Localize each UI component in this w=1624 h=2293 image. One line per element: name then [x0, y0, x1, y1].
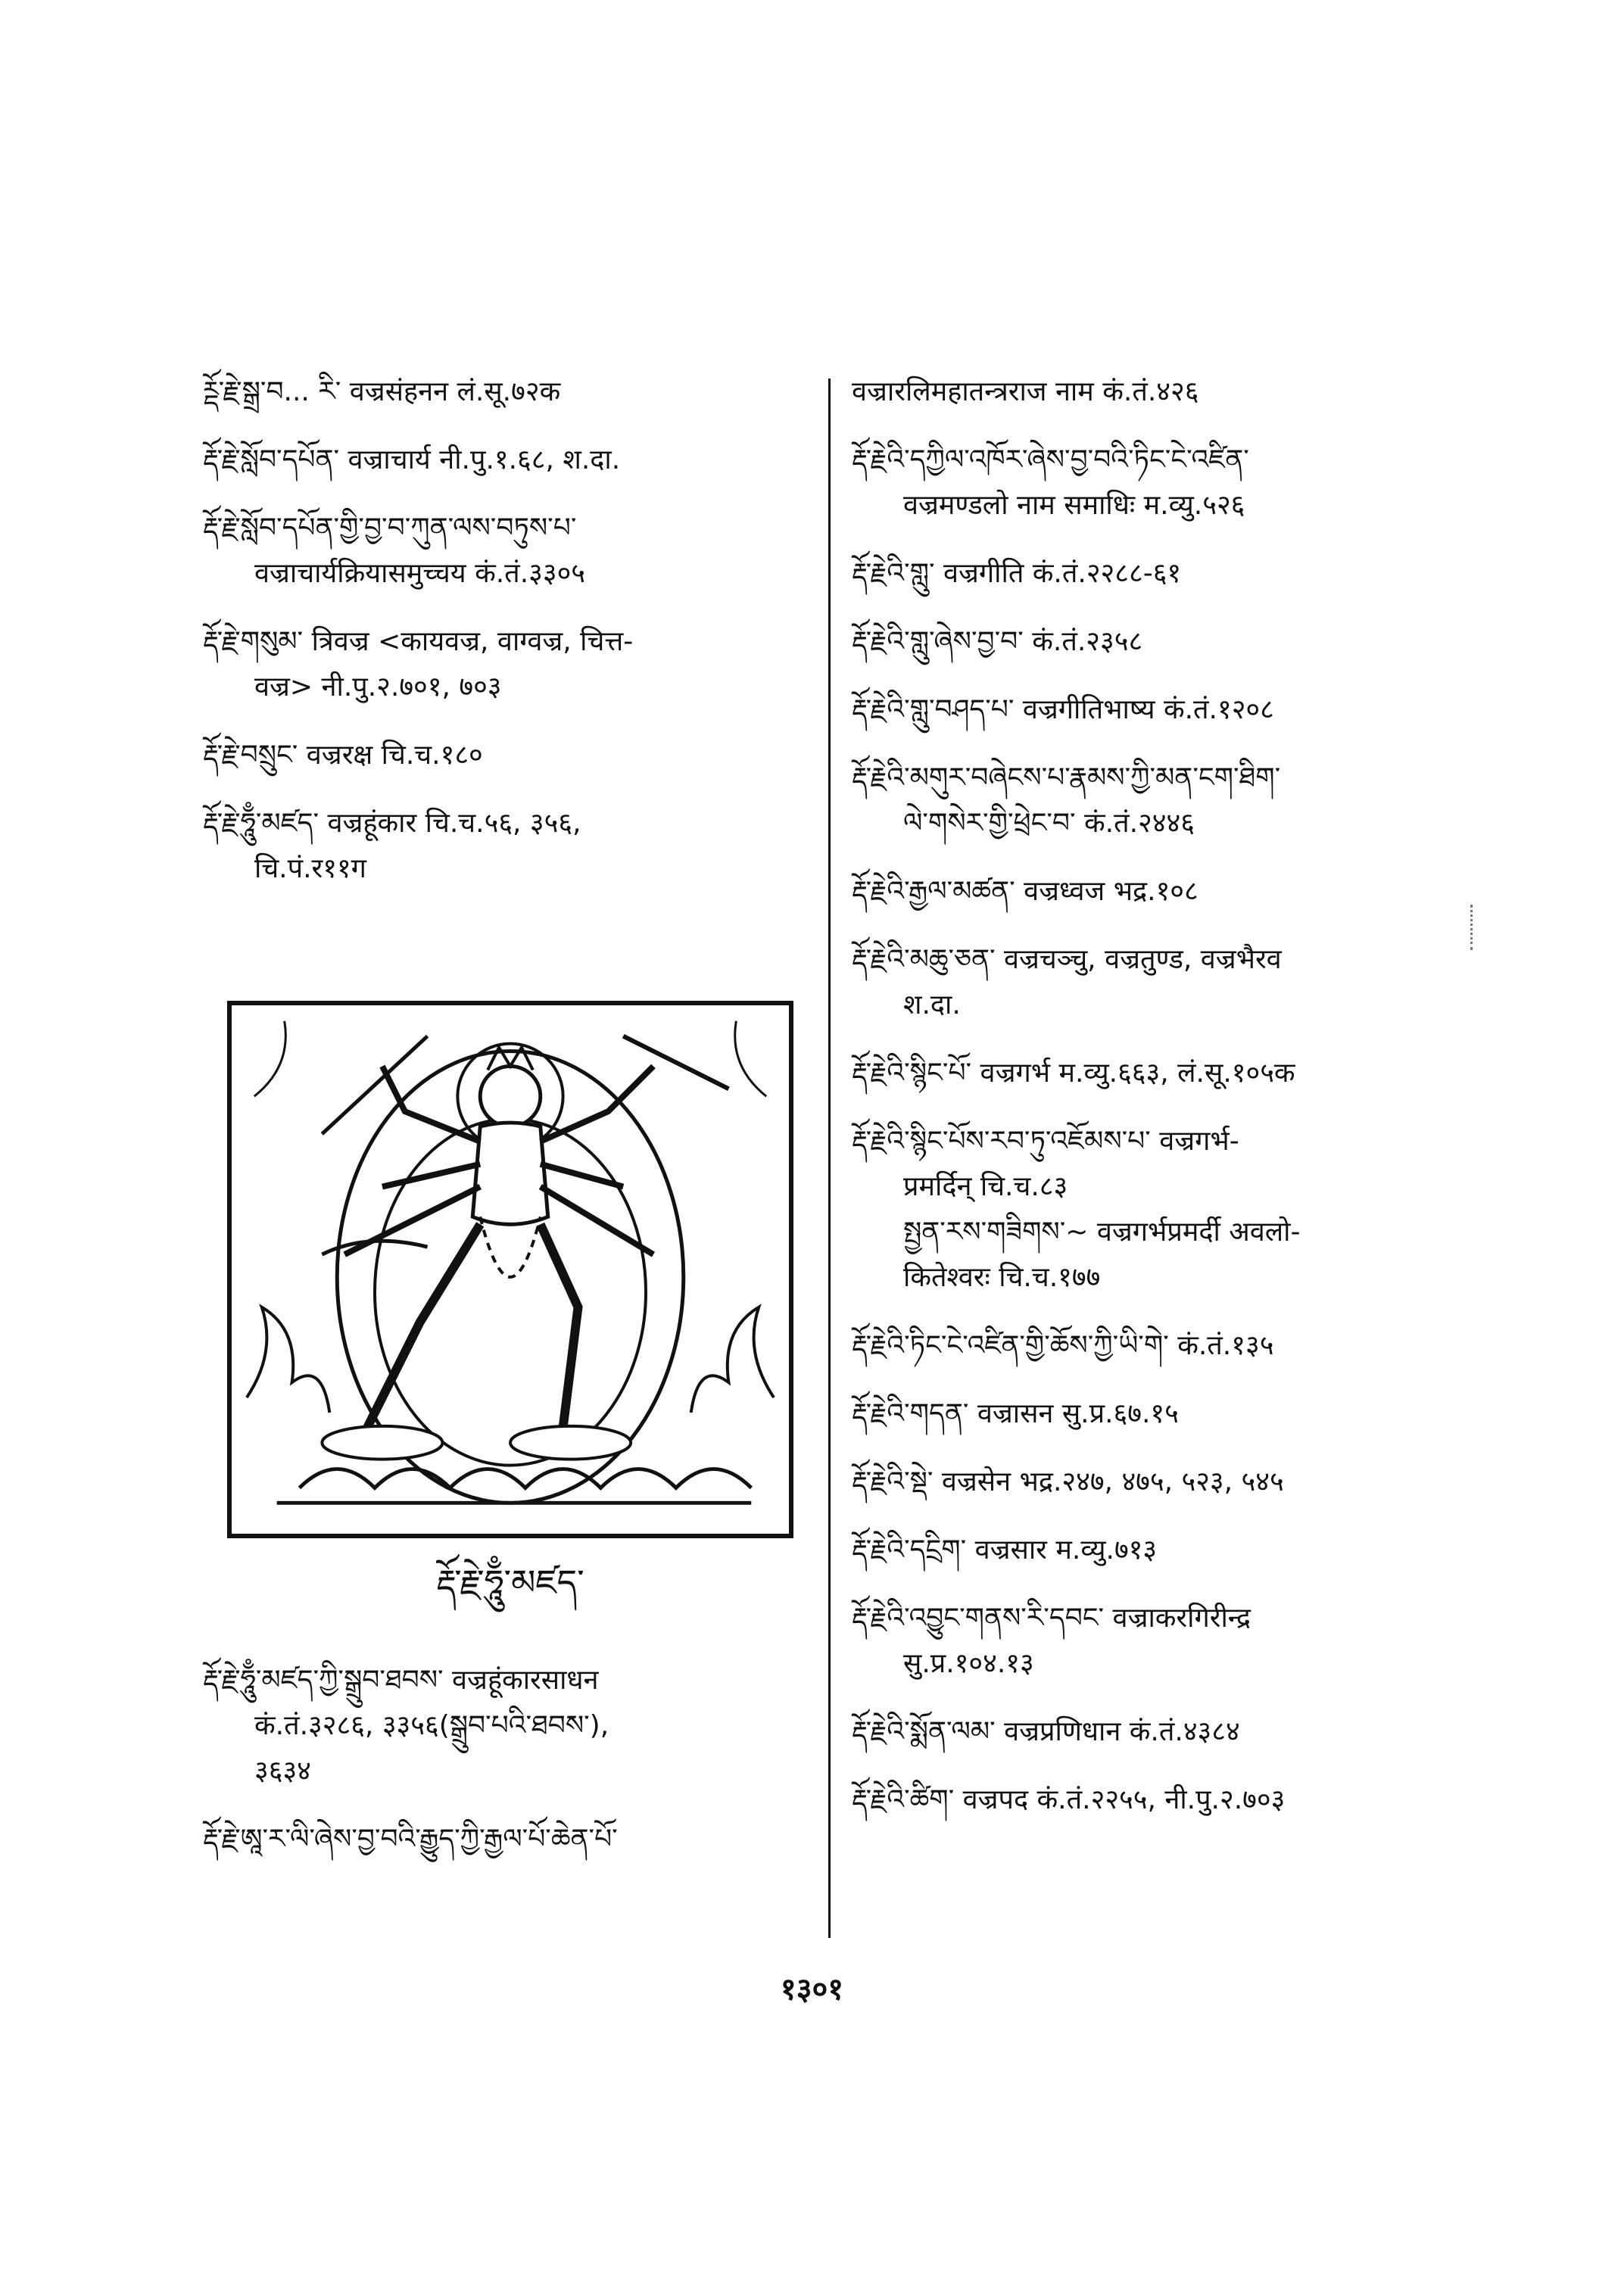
entry-headword-line: རྡོ་རྗེའི་ཚིག་ वज्रपद कं.तं.२२५५, नी.पु.२.७०३ — [852, 1784, 1286, 1815]
left-column — [203, 369, 824, 914]
entry-continuation-line: श.दा. — [903, 989, 961, 1020]
entry-headword-line: རྡོ་རྗེ་ཨཱ་ར་ལི་ཞེས་བྱ་བའི་རྒྱུད་ཀྱི་རྒྱལ་པོ་ཆེན་པོ་ — [203, 1824, 618, 1855]
left-column-lower — [203, 1658, 824, 1885]
dictionary-entry — [203, 733, 824, 778]
entry-continuation-line: वज्रमण्डलो नाम समाधिः म.व्यु.५२६ — [903, 490, 1245, 521]
dictionary-entry — [852, 369, 1484, 415]
vajrahumkara-figure — [232, 1005, 789, 1534]
entry-headword-line: རྡོ་རྗེའི་སྙིང་པོ་ वज्रगर्भ म.व्यु.६६३, लं.सू.१०५क — [852, 1058, 1295, 1089]
entry-headword-line: རྡོ་རྗེའི་གླུ་ वज्रगीति कं.तं.२२८८-६१ — [852, 558, 1182, 589]
entry-headword-line: ཪྡོ་རྗེ་སྒྲ་བ... རི་ वज्रसंहनन लं.सू.७२क — [203, 376, 561, 407]
entry-headword-line: རྡོ་རྗེའི་རྒྱལ་མཚན་ वज्रध्वज भद्र.१०८ — [852, 876, 1199, 907]
dictionary-entry — [852, 551, 1484, 597]
margin-mark — [1470, 905, 1476, 950]
entry-headword-line: རྡོ་རྗེའི་སྨོན་ལམ་ वज्रप्रणिधान कं.तं.४३८४ — [852, 1716, 1240, 1747]
entry-headword-line: རྡོ་རྗེའི་མཆུ་ཅན་ वज्रचञ्चु, वज्रतुण्ड, वज्रभैरव — [852, 944, 1282, 975]
dictionary-entry — [203, 506, 824, 597]
entry-headword-line: རྡོ་རྗེའི་དངྲིག་ वज्रसार म.व्यु.७१३ — [852, 1534, 1158, 1566]
entry-headword-line: རྡོ་རྗེའི་དཀྱིལ་འཁོར་ཞེས་བྱ་བའི་ཏིང་ངེ་འཛིན་ — [852, 444, 1249, 475]
dictionary-entry — [852, 1460, 1484, 1505]
dictionary-entry — [852, 1777, 1484, 1823]
dictionary-entry — [203, 438, 824, 483]
dictionary-entry — [203, 369, 824, 415]
entry-continuation-line: वज्राचार्यक्रियासमुच्चय कं.तं.३३०५ — [254, 558, 586, 589]
entry-headword-line: རྡོ་རྗེ་གསུམ་ त्रिवज्र <कायवज्र, वाग्वज्र, चित्त- — [203, 626, 634, 657]
dictionary-entry — [852, 1709, 1484, 1755]
entry-headword-line: རྡོ་རྗེ་བསྲུང་ वज्ररक्ष चि.च.१८० — [203, 740, 483, 771]
entry-headword-line: རྡོ་རྗེའི་མགུར་བཞེངས་པ་རྣམས་ཀྱི་མན་ངག་ཐིག་ — [852, 762, 1281, 793]
dictionary-entry — [203, 619, 824, 710]
dictionary-entry — [852, 869, 1484, 914]
dictionary-entry — [852, 438, 1484, 528]
column-divider — [828, 379, 831, 1938]
entry-continuation-line: སྤྱན་རས་གཟིགས་~ वज्रगर्भप्रमर्दी अवलो- — [903, 1217, 1301, 1248]
dictionary-entry — [203, 1817, 824, 1862]
entry-continuation-line: वज्र> नी.पु.२.७०१, ७०३ — [254, 671, 502, 703]
dictionary-entry — [852, 1391, 1484, 1437]
dictionary-entry — [203, 801, 824, 892]
entry-headword-line: རྡོ་རྗེའི་ཏིང་ངེ་འཛིན་གྱི་ཆོས་ཀྱི་ཡི་གེ་ कं.तं.१३५ — [852, 1330, 1274, 1361]
dictionary-entry — [852, 937, 1484, 1028]
entry-continuation-line: कितेश्वरः चि.च.१७७ — [903, 1262, 1101, 1293]
entry-headword-line: རྡོ་རྗེའི་སྙིང་པོས་རབ་ཏུ་འཇོམས་པ་ वज्रगर्भ- — [852, 1126, 1239, 1157]
dictionary-entry — [852, 619, 1484, 665]
entry-continuation-line: ३६३४ — [254, 1756, 311, 1787]
dictionary-entry — [203, 1658, 824, 1794]
entry-continuation-line: ལེ་གསེར་གྱི་ཕྲེང་བ་ कं.तं.२४४६ — [903, 808, 1195, 839]
deity-illustration — [227, 1001, 793, 1538]
entry-headword-line: རྡོ་རྗེའི་འབྱུང་གནས་རི་དབང་ वज्राकरगिरीन्द्र — [852, 1603, 1252, 1634]
entry-headword-line: རྡོ་རྗེའི་གླུ་བཤད་པ་ वज्रगीतिभाष्य कं.तं.१२०८ — [852, 694, 1274, 725]
entry-headword-line: རྡོ་རྗེའི་སྡེ་ वज्रसेन भद्र.२४७, ४७५, ५२३, ५४५ — [852, 1466, 1284, 1497]
dictionary-entry — [852, 1596, 1484, 1687]
dictionary-entry — [852, 1323, 1484, 1369]
entry-headword-line: རྡོ་རྗེ་སློབ་དཔོན་གྱི་བྱ་བ་ཀུན་ལས་བཏུས་པ་ — [203, 512, 577, 544]
dictionary-entry — [852, 1528, 1484, 1573]
right-column — [852, 369, 1484, 1846]
entry-headword-line: རྡོ་རྗེའི་གླུ་ཞེས་བྱ་བ་ कं.तं.२३५८ — [852, 626, 1143, 657]
entry-headword-line: वज्रारलिमहातन्त्रराज नाम कं.तं.४२६ — [852, 376, 1199, 407]
entry-headword-line: རྡོ་རྗེ་སློབ་དཔོན་ वज्राचार्य नी.पु.१.६८, श.दा. — [203, 444, 621, 475]
entry-headword-line: རྡོ་རྗེའི་གདན་ वज्रासन सु.प्र.६७.१५ — [852, 1398, 1179, 1429]
entry-continuation-line: सु.प्र.१०४.१३ — [903, 1648, 1034, 1679]
entry-continuation-line: कं.तं.३२८६, ३३५६(སྒྲུབ་པའི་ཐབས་), — [254, 1710, 609, 1741]
entry-headword-line: རྡོ་རྗེ་ཧཱུྃ་མཛད་ वज्रहूंकार चि.च.५६, ३५६, — [203, 808, 581, 839]
dictionary-entry — [852, 1119, 1484, 1301]
entry-continuation-line: प्रमर्दिन् चि.च.८३ — [903, 1171, 1068, 1202]
dictionary-entry — [852, 756, 1484, 846]
entry-continuation-line: चि.पं.र११ग — [254, 853, 366, 884]
dictionary-entry — [852, 687, 1484, 733]
page-number: १३०१ — [780, 1972, 844, 2007]
dictionary-entry — [852, 1051, 1484, 1096]
entry-headword-line: རྡོ་རྗེ་ཧཱུྃ་མཛད་ཀྱི་སྒྲུབ་ཐབས་ वज्रहूंकारसाधन — [203, 1665, 599, 1696]
figure-caption: རྡོ་རྗེ་ཧཱུྃ་མཛད་ — [436, 1562, 584, 1603]
